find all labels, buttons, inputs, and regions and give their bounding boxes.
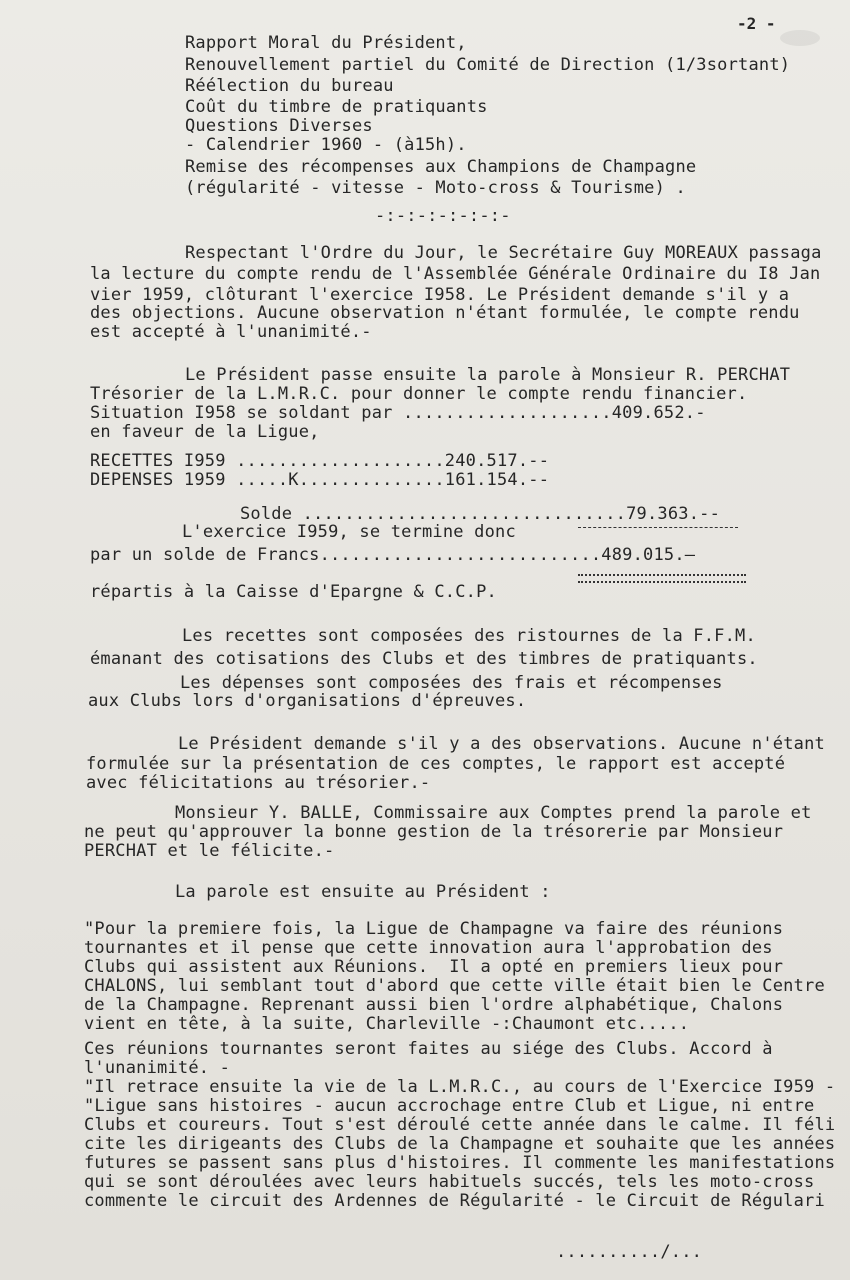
solde-line: Solde ...............................79.363.-- (240, 504, 721, 524)
president-intro: La parole est ensuite au Président : (175, 882, 551, 902)
text-line: Le Président demande s'il y a des observations. Aucune n'étant (178, 734, 825, 754)
ink-smudge (780, 30, 820, 46)
agenda-item: Renouvellement partiel du Comité de Direction (1/3sortant) (185, 55, 791, 75)
text-line: PERCHAT et le félicite.- (84, 841, 335, 861)
text-line: Respectant l'Ordre du Jour, le Secrétaire Guy MOREAUX passaga (185, 243, 822, 263)
agenda-item: (régularité - vitesse - Moto-cross & Tourisme) . (185, 178, 686, 198)
text-line: Clubs et coureurs. Tout s'est déroulé cette année dans le calme. Il féli (84, 1115, 836, 1135)
text-line: l'unanimité. - (84, 1058, 231, 1078)
page-number: -2 - (737, 14, 776, 33)
text-line: tournantes et il pense que cette innovation aura l'approbation des (84, 938, 773, 958)
text-line: Les dépenses sont composées des frais et récompenses (180, 673, 723, 693)
text-line: la lecture du compte rendu de l'Assemblée Générale Ordinaire du I8 Jan (90, 264, 821, 284)
text-line: formulée sur la présentation de ces comptes, le rapport est accepté (86, 754, 786, 774)
text-line: en faveur de la Ligue, (90, 422, 320, 442)
text-line: Monsieur Y. BALLE, Commissaire aux Comptes prend la parole et (175, 803, 812, 823)
text-line: Clubs qui assistent aux Réunions. Il a opté en premiers lieux pour (84, 957, 784, 977)
agenda-item: Remise des récompenses aux Champions de Champagne (185, 157, 697, 177)
separator: -:-:-:-:-:-:- (375, 206, 511, 226)
depenses-line: DEPENSES 1959 .....K..............161.154.-- (90, 470, 550, 490)
text-line: Situation I958 se soldant par ....................409.652.- (90, 403, 706, 423)
text-line: Les recettes sont composées des ristournes de la F.F.M. (182, 626, 756, 646)
text-line: Ces réunions tournantes seront faites au siége des Clubs. Accord à (84, 1039, 773, 1059)
exercice-total-line: par un solde de Francs...........................489.015.— (90, 545, 696, 565)
caisse-line: répartis à la Caisse d'Epargne & C.C.P. (90, 582, 497, 602)
text-line: futures se passent sans plus d'histoires. Il commente les manifestations (84, 1153, 836, 1173)
agenda-item: Questions Diverses (185, 116, 373, 136)
text-line: Trésorier de la L.M.R.C. pour donner le compte rendu financier. (90, 384, 748, 404)
text-line: "Il retrace ensuite la vie de la L.M.R.C., au cours de l'Exercice I959 - (84, 1077, 836, 1097)
text-line: émanant des cotisations des Clubs et des timbres de pratiquants. (90, 649, 758, 669)
text-line: de la Champagne. Reprenant aussi bien l'ordre alphabétique, Chalons (84, 995, 784, 1015)
agenda-item: Rapport Moral du Président, (185, 33, 467, 53)
continuation-marker: ........../... (556, 1242, 703, 1262)
exercice-line: L'exercice I959, se termine donc (182, 522, 516, 542)
agenda-item: Coût du timbre de pratiquants (185, 97, 488, 117)
text-line: CHALONS, lui semblant tout d'abord que cette ville était bien le Centre (84, 976, 825, 996)
text-line: des objections. Aucune observation n'étant formulée, le compte rendu (90, 303, 800, 323)
recettes-line: RECETTES I959 ....................240.517.-- (90, 451, 550, 471)
agenda-item: Réélection du bureau (185, 76, 394, 96)
agenda-item: - Calendrier 1960 - (à15h). (185, 135, 467, 155)
text-line: "Pour la premiere fois, la Ligue de Champagne va faire des réunions (84, 919, 784, 939)
text-line: qui se sont déroulées avec leurs habituels succés, tels les moto-cross (84, 1172, 815, 1192)
text-line: ne peut qu'approuver la bonne gestion de la trésorerie par Monsieur (84, 822, 784, 842)
text-line: est accepté à l'unanimité.- (90, 322, 372, 342)
text-line: Le Président passe ensuite la parole à Monsieur R. PERCHAT (185, 365, 791, 385)
double-underline (578, 574, 746, 583)
text-line: avec félicitations au trésorier.- (86, 773, 431, 793)
text-line: cite les dirigeants des Clubs de la Champagne et souhaite que les années (84, 1134, 836, 1154)
sum-underline (578, 527, 738, 528)
text-line: vient en tête, à la suite, Charleville -:Chaumont etc..... (84, 1014, 690, 1034)
text-line: "Ligue sans histoires - aucun accrochage entre Club et Ligue, ni entre (84, 1096, 815, 1116)
text-line: aux Clubs lors d'organisations d'épreuves. (88, 691, 527, 711)
text-line: vier 1959, clôturant l'exercice I958. Le Président demande s'il y a (90, 285, 790, 305)
text-line: commente le circuit des Ardennes de Régularité - le Circuit de Régulari (84, 1191, 825, 1211)
